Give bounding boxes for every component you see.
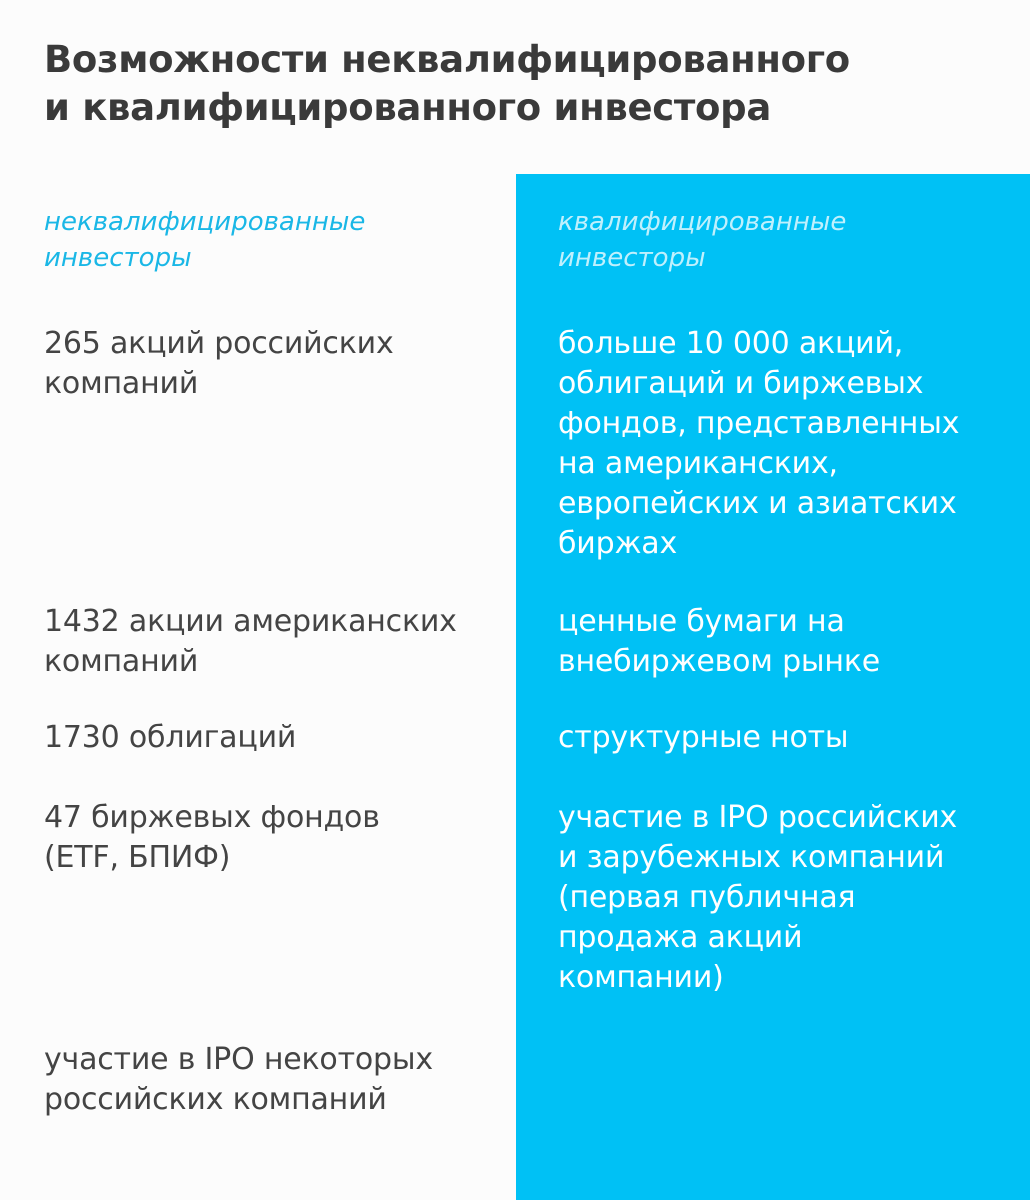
row-3-unqualified: 1730 облигаций (44, 720, 297, 755)
unqualified-investors-header: неквалифицированные инвесторы (44, 207, 366, 273)
page-title (44, 36, 1004, 132)
row-4-unqualified: 47 биржевых фондов (ETF, БПИФ) (44, 800, 380, 875)
row-5-unqualified: участие в IPO некоторых российских компаний (44, 1042, 433, 1117)
qualified-investors-header: квалифицированные инвесторы (558, 207, 847, 273)
row-2-qualified: ценные бумаги на внебиржевом рынке (558, 604, 881, 679)
page-title-line-2: и квалифицированного инвестора (44, 86, 772, 129)
row-2-unqualified: 1432 акции американских компаний (44, 604, 457, 679)
row-4-qualified: участие в IPO российских и зарубежных компаний (первая публичная продажа акций компании) (558, 800, 958, 995)
row-1-unqualified: 265 акций российских компаний (44, 326, 394, 401)
row-1-qualified: больше 10 000 акций, облигаций и биржевых фондов, представленных на американских, европейских и азиатских биржах (558, 326, 960, 561)
page-title-line-1: Возможности неквалифицированного (44, 38, 850, 81)
row-3-qualified: структурные ноты (558, 720, 849, 755)
